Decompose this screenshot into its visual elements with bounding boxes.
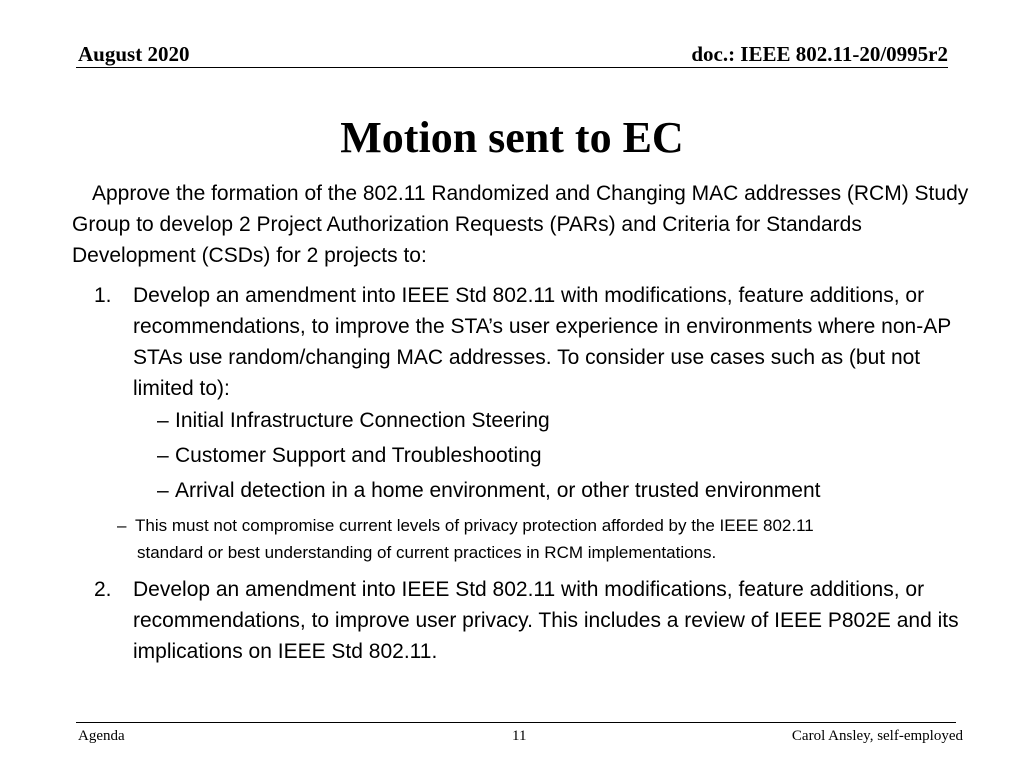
slide-title: Motion sent to EC: [340, 113, 684, 162]
sub-item-3: [157, 475, 821, 506]
header-divider: [76, 67, 948, 68]
sub-item-2: [157, 440, 542, 471]
dash-bullet: –: [157, 479, 169, 502]
intro-paragraph: Approve the formation of the 802.11 Randomized and Changing MAC addresses (RCM) Study Group to develop 2 Project Authorization Requests (PARs) and Criteria for Standards Development (CSDs) for 2 projects to:: [72, 182, 969, 267]
list-item-2: [94, 574, 983, 667]
privacy-note: [117, 512, 987, 566]
header-doc-id: doc.: IEEE 802.11-20/0995r2: [691, 42, 948, 66]
list-item-1-text: Develop an amendment into IEEE Std 802.11 with modifications, feature additions, or recommendations, to improve the STA’s user experience in environments where non-AP STAs use random/changing MAC addresses. To consider use cases such as (but not limited to):: [133, 284, 951, 400]
footer-label: Agenda: [78, 728, 125, 744]
dash-bullet: –: [157, 409, 169, 432]
list-item-1: [94, 280, 983, 404]
sub-item-3-text: Arrival detection in a home environment, or other trusted environment: [175, 479, 821, 502]
header-date: August 2020: [78, 42, 190, 66]
privacy-note-line-2: standard or best understanding of current practices in RCM implementations.: [137, 543, 717, 562]
list-item-2-text: Develop an amendment into IEEE Std 802.11 with modifications, feature additions, or recommendations, to improve user privacy. This includes a review of IEEE P802E and its implications on IEEE Std 802.11.: [133, 578, 959, 663]
list-item-1-number: 1.: [94, 284, 112, 307]
privacy-note-line-1: This must not compromise current levels of privacy protection afforded by the IEEE 802.11: [135, 516, 814, 535]
sub-item-1: [157, 405, 550, 436]
sub-item-1-text: Initial Infrastructure Connection Steering: [175, 409, 550, 432]
page-number: 11: [512, 728, 527, 744]
sub-item-2-text: Customer Support and Troubleshooting: [175, 444, 542, 467]
footer-author: Carol Ansley, self-employed: [791, 728, 963, 744]
dash-bullet: –: [157, 444, 169, 467]
list-item-2-number: 2.: [94, 578, 112, 601]
footer-divider: [76, 722, 956, 723]
dash-bullet: –: [117, 516, 127, 535]
